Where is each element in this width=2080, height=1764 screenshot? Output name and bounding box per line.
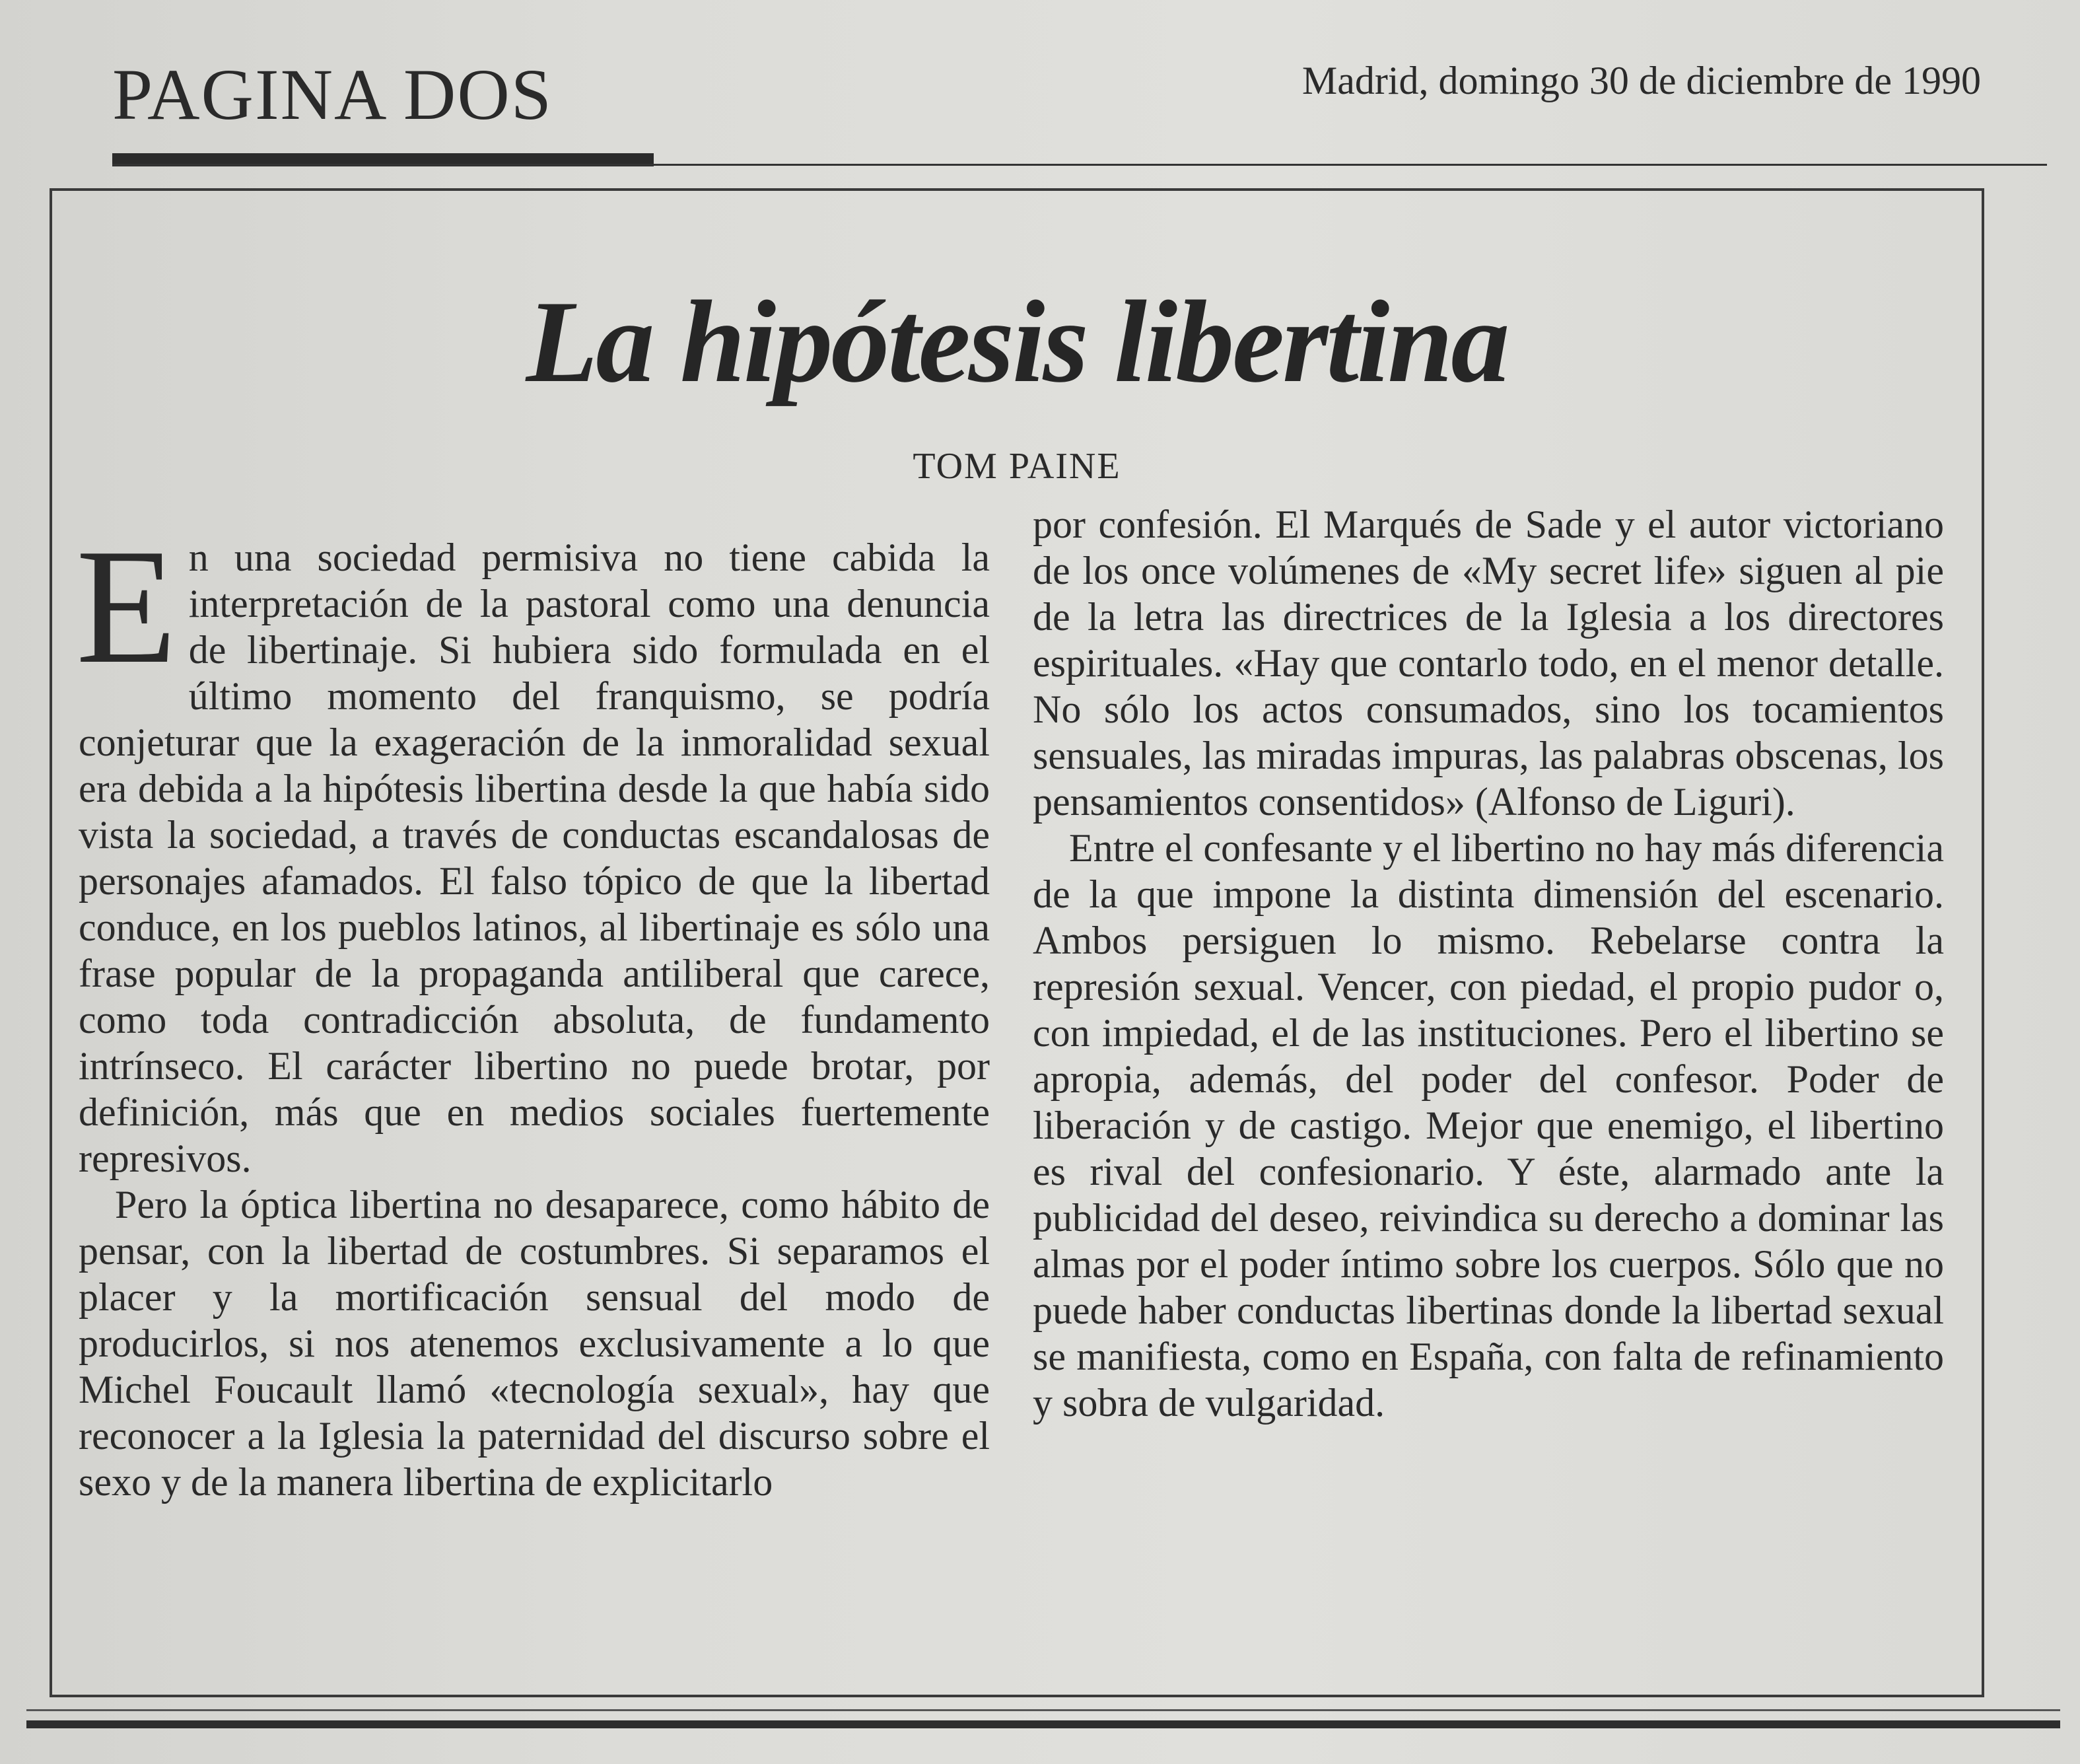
paragraph: Pero la óptica libertina no desaparece, como hábito de pensar, con la libertad de costumbres. Si separamos el placer y la mortificación sensual del modo de producirlos, si nos atenemos exclusivamente a lo que Michel Foucault llamó «tecnología sexual», hay que reconocer a la Iglesia la paternidad del discurso sobre el sexo y de la manera libertina de explicitarlo — [79, 1183, 990, 1504]
footer-rule-thin — [26, 1709, 2060, 1711]
article-column-right — [1033, 501, 1944, 1426]
article-headline: La hipótesis libertina — [526, 276, 1508, 407]
article-column-left — [76, 515, 990, 1505]
article-byline: TOM PAINE — [913, 446, 1121, 487]
paragraph: Entre el confesante y el libertino no hay más diferencia de la que impone la distinta dimensión del escenario. Ambos persiguen lo mismo. Rebelarse contra la represión sexual. Vencer, con piedad, el propio pudor o, con impiedad, el de las instituciones. Pero el libertino se apropia, además, del poder del confesor. Poder de liberación y de castigo. Mejor que enemigo, el libertino es rival del confesionario. Y éste, alarmado ante la publicidad del deseo, reivindica su derecho a dominar las almas por el poder íntimo sobre los cuerpos. Sólo que no puede haber conductas libertinas donde la libertad sexual se manifiesta, como en España, con falta de refinamiento y sobra de vulgaridad. — [1033, 826, 1944, 1425]
section-title: PAGINA DOS — [112, 54, 553, 135]
paragraph: por confesión. El Marqués de Sade y el autor victoriano de los once volúmenes de «My secret life» siguen al pie de la letra las directrices de la Iglesia a los directores espirituales. «Hay que contarlo todo, en el menor detalle. No sólo los actos consumados, sino los tocamientos sensuales, las miradas impuras, las palabras obscenas, los pensamientos consentidos» (Alfonso de Liguri). — [1033, 503, 1944, 824]
article-box — [50, 188, 1984, 1697]
header-rule — [112, 164, 2047, 166]
paragraph — [76, 515, 990, 1182]
page-header — [79, 40, 1981, 152]
dateline: Madrid, domingo 30 de diciembre de 1990 — [1301, 59, 1981, 102]
drop-cap: E — [76, 515, 177, 698]
paragraph-text: n una sociedad permisiva no tiene cabida la interpretación de la pastoral como una denuncia de libertinaje. Si hubiera sido formulada en el último momento del franquismo, se podría conjeturar que la exageración de la inmoralidad sexual era debida a la hipótesis libertina desde la que había sido vista la sociedad, a través de conductas escandalosas de personajes afamados. El falso tópico de que la libertad conduce, en los pueblos latinos, al libertinaje es sólo una frase popular de la propaganda antiliberal que carece, como toda contradicción absoluta, de fundamento intrínseco. El carácter libertino no puede brotar, por definición, más que en medios sociales fuertemente represivos. — [79, 536, 990, 1180]
footer-rule-thick — [26, 1720, 2060, 1728]
